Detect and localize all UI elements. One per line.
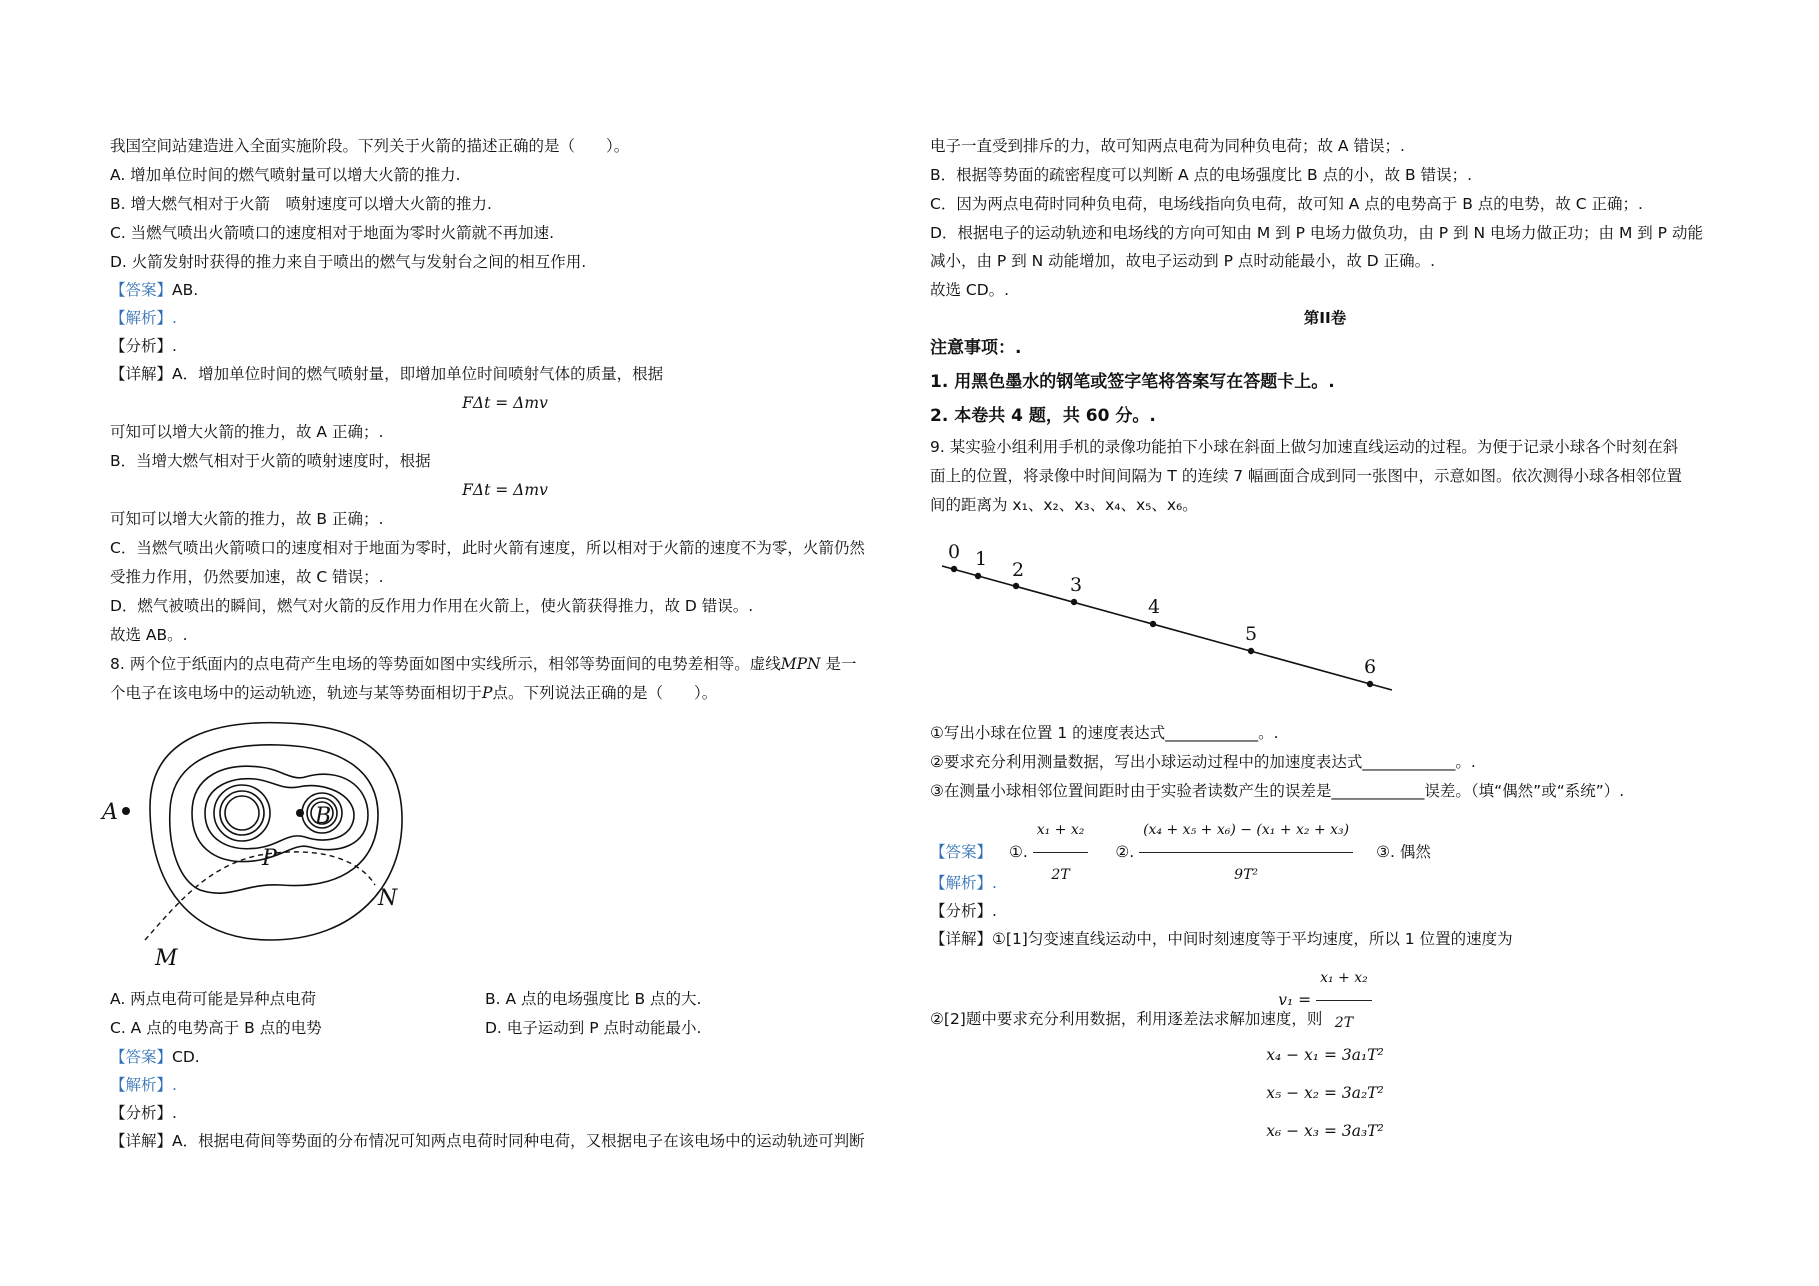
- answer-value: AB.: [172, 281, 199, 299]
- incline-line: [942, 566, 1392, 690]
- answer-value: CD.: [172, 1048, 200, 1066]
- position-label-0: 0: [948, 541, 961, 563]
- position-label-4: 4: [1148, 596, 1161, 618]
- charge-left-ring-3: [225, 796, 259, 830]
- position-label-5: 5: [1245, 623, 1258, 645]
- ball-position-3: [1071, 599, 1077, 605]
- q7-formula-1: FΔt = Δmv: [462, 394, 548, 412]
- q7-option-b: B. 增大燃气相对于火箭 喷射速度可以增大火箭的推力.: [110, 195, 492, 213]
- q8-cont-1: 电子一直受到排斥的力，故可知两点电荷为同种负电荷；故 A 错误；.: [930, 137, 1405, 155]
- q8-analysis-label: 【解析】.: [110, 1076, 177, 1094]
- q7-detail-c-line1: C．当燃气喷出火箭喷口的速度相对于地面为零时，此时火箭有速度，所以相对于火箭的速度不为零，火箭仍然: [110, 539, 865, 557]
- q9-sub-3: ③在测量小球相邻位置间距时由于实验者读数产生的误差是____________误差。（填“偶然”或“系统”）.: [930, 782, 1625, 800]
- ball-position-6: [1367, 681, 1373, 687]
- fraction-denominator: 2T: [1334, 1015, 1354, 1031]
- answer-1-mark: ①.: [1008, 843, 1028, 861]
- ball-position-5: [1248, 648, 1254, 654]
- q8-cont-3: C．因为两点电荷时同种负电荷，电场线指向负电荷，故可知 A 点的电势高于 B 点的电势，故 C 正确；.: [930, 195, 1643, 213]
- q8-stem-text-end: 点。下列说法正确的是（ ）。: [492, 684, 718, 702]
- answer-label: 【答案】: [930, 843, 993, 861]
- position-label-2: 2: [1012, 559, 1025, 581]
- label-n: N: [378, 886, 398, 911]
- q9-v1-formula: [930, 956, 1720, 1045]
- label-b: B: [315, 804, 332, 829]
- ball-position-2: [1013, 583, 1019, 589]
- q9-detail-2: ②[2]题中要求充分利用数据，利用逐差法求解加速度，则: [930, 1010, 1323, 1028]
- answer-2-fraction: [1139, 808, 1353, 897]
- position-label-6: 6: [1364, 656, 1377, 678]
- q7-analysis-label: 【解析】.: [110, 309, 177, 327]
- point-a-dot: [122, 807, 130, 815]
- q7-formula-2: FΔt = Δmv: [462, 481, 548, 499]
- fraction-numerator: (x₄ + x₅ + x₆) − (x₁ + x₂ + x₃): [1139, 808, 1353, 853]
- v1-fraction: [1316, 956, 1372, 1045]
- answer-1-fraction: [1033, 808, 1089, 897]
- q8-cont-4: D．根据电子的运动轨迹和电场线的方向可知由 M 到 P 电场力做负功，由 P 到 N 电场力做正功；由 M 到 P 动能: [930, 224, 1703, 242]
- q8-stem-text: 8. 两个位于纸面内的点电荷产生电场的等势面如图中实线所示，相邻等势面间的电势差相等。虚线: [110, 655, 781, 673]
- label-p: P: [262, 846, 277, 871]
- equipotential-figure: [102, 715, 440, 975]
- q9-sub-1: ①写出小球在位置 1 的速度表达式____________。.: [930, 724, 1279, 742]
- q8-detail-a: 【详解】A．根据电荷间等势面的分布情况可知两点电荷时同种电荷，又根据电子在该电场中的运动轨迹可判断: [110, 1132, 865, 1150]
- q8-stem-line1: [110, 653, 857, 675]
- ball-position-1: [975, 573, 981, 579]
- incline-figure: [940, 538, 1410, 713]
- fraction-denominator: 2T: [1051, 867, 1070, 883]
- q7-answer: [110, 279, 198, 301]
- notes-title: 注意事项：.: [930, 338, 1022, 358]
- trajectory-mpn: [145, 852, 375, 940]
- equation-3: x₆ − x₃ = 3a₃T²: [1266, 1122, 1384, 1140]
- q8-cont-2: B．根据等势面的疏密程度可以判断 A 点的电场强度比 B 点的小，故 B 错误；.: [930, 166, 1472, 184]
- equation-1: x₄ − x₁ = 3a₁T²: [1266, 1046, 1384, 1064]
- q7-detail-c-line2: 受推力作用，仍然要加速，故 C 错误；.: [110, 568, 384, 586]
- q7-detail-d: D．燃气被喷出的瞬间，燃气对火箭的反作用力作用在火箭上，使火箭获得推力，故 D 错误。.: [110, 597, 754, 615]
- position-label-3: 3: [1070, 574, 1083, 596]
- q7-option-d: D. 火箭发射时获得的推力来自于喷出的燃气与发射台之间的相互作用.: [110, 253, 587, 271]
- q9-detail-1: 【详解】①[1]匀变速直线运动中，中间时刻速度等于平均速度，所以 1 位置的速度为: [930, 930, 1513, 948]
- ball-position-4: [1150, 621, 1156, 627]
- label-m: M: [155, 946, 178, 971]
- label-a: A: [102, 800, 118, 825]
- q9-stem-line1: 9. 某实验小组利用手机的录像功能拍下小球在斜面上做匀加速直线运动的过程。为便于记录小球各个时刻在斜: [930, 438, 1679, 456]
- q8-path-label: MPN: [780, 655, 821, 673]
- charge-left-ring-2: [220, 791, 264, 835]
- q8-cont-5: 减小，由 P 到 N 动能增加，故电子运动到 P 点时动能最小，故 D 正确。.: [930, 252, 1436, 270]
- q7-stem: 我国空间站建造进入全面实施阶段。下列关于火箭的描述正确的是（ ）。: [110, 137, 630, 155]
- point-b-dot: [296, 809, 304, 817]
- ball-position-0: [951, 566, 957, 572]
- q9-stem-line2: 面上的位置，将录像中时间间隔为 T 的连续 7 幅画面合成到同一张图中，示意如图。依次测得小球各相邻位置: [930, 467, 1683, 485]
- fraction-denominator: 9T²: [1234, 867, 1259, 883]
- q8-option-a: A. 两点电荷可能是异种点电荷: [110, 990, 317, 1008]
- q8-answer: [110, 1046, 200, 1068]
- answer-label: 【答案】: [110, 1048, 173, 1066]
- q7-conclusion-b: 可知可以增大火箭的推力，故 B 正确；.: [110, 510, 384, 528]
- q7-fenxi: 【分析】.: [110, 337, 177, 355]
- q9-analysis-label: 【解析】.: [930, 874, 997, 892]
- q8-choose: 故选 CD。.: [930, 281, 1010, 299]
- q8-option-d: D. 电子运动到 P 点时动能最小.: [485, 1019, 702, 1037]
- q7-choose: 故选 AB。.: [110, 626, 188, 644]
- section-title: 第II卷: [1303, 309, 1347, 327]
- note-2: 2. 本卷共 4 题，共 60 分。.: [930, 406, 1156, 426]
- q9-stem-line3: 间的距离为 x₁、x₂、x₃、x₄、x₅、x₆。: [930, 496, 1198, 514]
- answer-2-mark: ②.: [1115, 843, 1135, 861]
- v1-lhs: v₁ =: [1278, 991, 1312, 1009]
- answer-3: ③. 偶然: [1376, 843, 1431, 861]
- fraction-numerator: x₁ + x₂: [1316, 956, 1372, 1001]
- q8-stem-text-end: 是一: [825, 655, 857, 673]
- q8-point-label: P: [482, 684, 493, 702]
- q7-option-c: C. 当燃气喷出火箭喷口的速度相对于地面为零时火箭就不再加速.: [110, 224, 555, 242]
- charge-left-ring-1: [214, 785, 270, 841]
- q9-sub-2: ②要求充分利用测量数据，写出小球运动过程中的加速度表达式____________。.: [930, 753, 1476, 771]
- q7-option-a: A. 增加单位时间的燃气喷射量可以增大火箭的推力.: [110, 166, 461, 184]
- q8-option-c: C. A 点的电势高于 B 点的电势: [110, 1019, 322, 1037]
- equation-2: x₅ − x₂ = 3a₂T²: [1266, 1084, 1384, 1102]
- q7-detail-a: 【详解】A．增加单位时间的燃气喷射量，即增加单位时间喷射气体的质量，根据: [110, 365, 664, 383]
- q8-stem-text: 个电子在该电场中的运动轨迹，轨迹与某等势面相切于: [110, 684, 483, 702]
- q8-fenxi: 【分析】.: [110, 1104, 177, 1122]
- q9-answer: [930, 808, 1431, 897]
- q8-option-b: B. A 点的电场强度比 B 点的大.: [485, 990, 702, 1008]
- q9-fenxi: 【分析】.: [930, 902, 997, 920]
- q8-stem-line2: [110, 682, 717, 704]
- answer-label: 【答案】: [110, 281, 173, 299]
- q7-detail-b: B．当增大燃气相对于火箭的喷射速度时，根据: [110, 452, 431, 470]
- note-1: 1. 用黑色墨水的钢笔或签字笔将答案写在答题卡上。.: [930, 372, 1335, 392]
- position-label-1: 1: [975, 548, 988, 570]
- q7-conclusion-a: 可知可以增大火箭的推力，故 A 正确；.: [110, 423, 384, 441]
- fraction-numerator: x₁ + x₂: [1033, 808, 1089, 853]
